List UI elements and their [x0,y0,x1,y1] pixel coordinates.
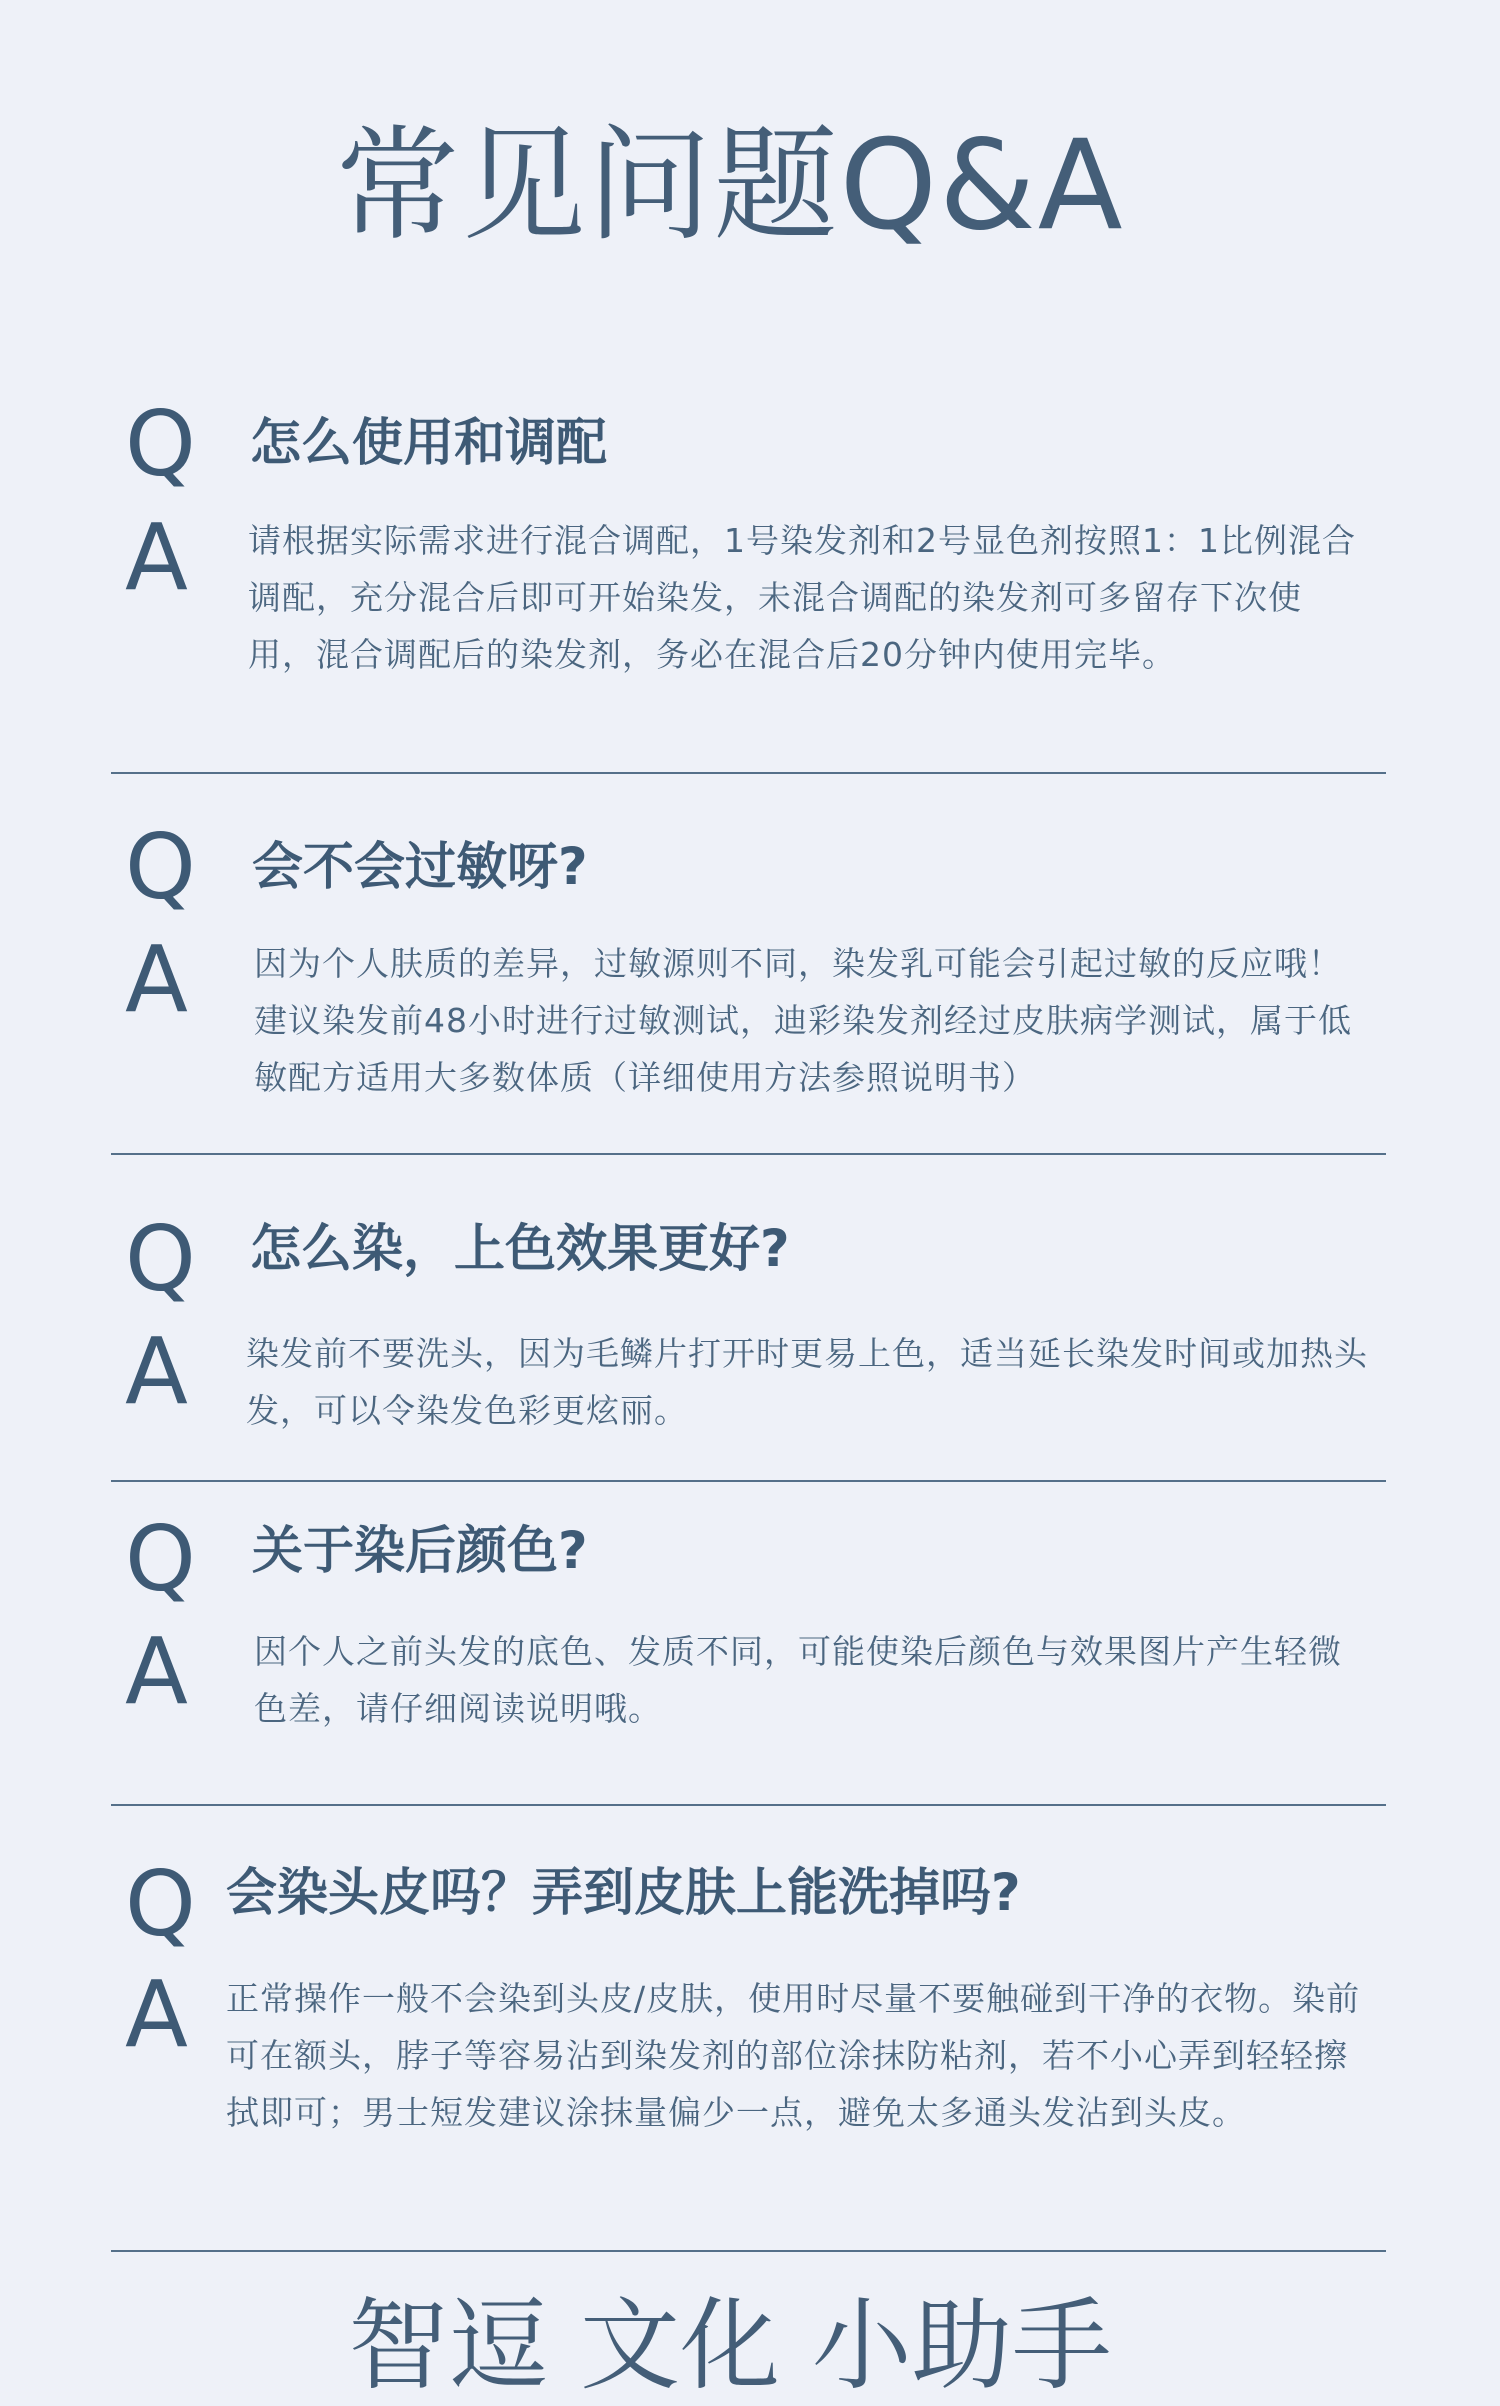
divider [111,1804,1386,1806]
q-letter: Q [125,815,196,920]
faq-answer: 正常操作一般不会染到头皮/皮肤，使用时尽量不要触碰到干净的衣物。染前可在额头，脖子等容易沾到染发剂的部位涂抹防粘剂，若不小心弄到轻轻擦拭即可；男士短发建议涂抹量偏少一点，避免太多通头发沾到头皮。 [226,1979,1361,2132]
faq-answer: 染发前不要洗头，因为毛鳞片打开时更易上色，适当延长染发时间或加热头发，可以令染发色彩更炫丽。 [246,1334,1368,1430]
faq-question: 怎么使用和调配 [250,414,608,473]
faq-question: 会不会过敏呀? [252,838,588,897]
q-letter: Q [125,1852,196,1957]
a-letter: A [125,1961,188,2068]
a-letter: A [125,1318,188,1425]
divider [111,2250,1386,2252]
next-section-title: 智逗 文化 小助手 [348,2287,1112,2404]
q-letter: Q [125,1507,196,1612]
divider [111,1153,1386,1155]
q-letter: Q [125,392,196,497]
a-letter: A [125,1618,188,1725]
faq-question: 关于染后颜色? [252,1522,588,1581]
faq-question: 怎么染，上色效果更好? [250,1220,790,1279]
faq-answer: 因个人之前头发的底色、发质不同，可能使染后颜色与效果图片产生轻微色差，请仔细阅读说明哦。 [254,1632,1342,1728]
a-letter: A [125,926,188,1033]
faq-question: 会染头皮吗？弄到皮肤上能洗掉吗? [226,1864,1021,1923]
faq-answer: 因为个人肤质的差异，过敏源则不同，染发乳可能会引起过敏的反应哦！建议染发前48小时进行过敏测试，迪彩染发剂经过皮肤病学测试，属于低敏配方适用大多数体质（详细使用方法参照说明书） [254,944,1352,1097]
faq-answer: 请根据实际需求进行混合调配，1号染发剂和2号显色剂按照1：1比例混合调配，充分混合后即可开始染发，未混合调配的染发剂可多留存下次使用，混合调配后的染发剂，务必在混合后20分钟内使用完毕。 [248,521,1356,674]
page-title: 常见问题Q&A [335,114,1125,258]
q-letter: Q [125,1207,196,1312]
a-letter: A [125,504,188,611]
divider [111,772,1386,774]
divider [111,1480,1386,1482]
